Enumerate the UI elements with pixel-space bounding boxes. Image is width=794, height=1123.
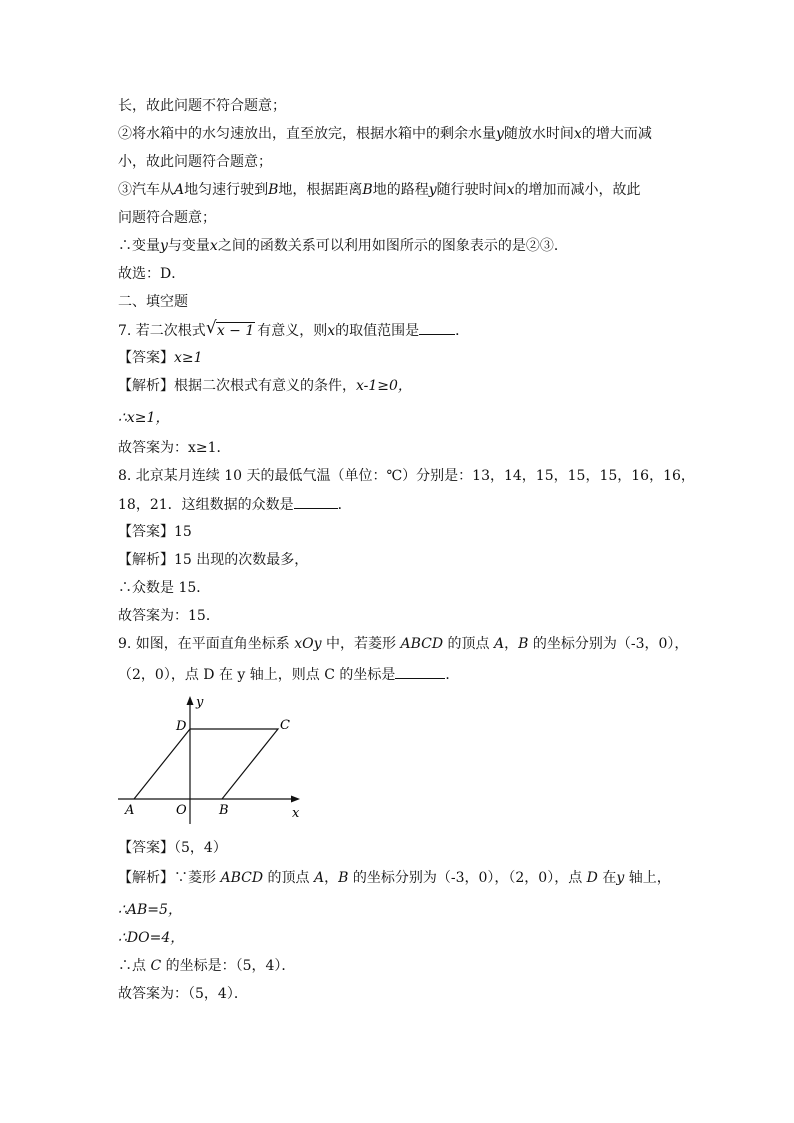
- text: 15 出现的次数最多，: [174, 552, 309, 568]
- rhombus-coordinate-figure: [112, 692, 312, 827]
- question-8: [118, 466, 695, 486]
- variable: A: [313, 870, 325, 886]
- variable: y: [428, 182, 437, 198]
- text: 随放水时间: [503, 126, 574, 142]
- step-line: [118, 956, 295, 976]
- conclusion-line: [118, 984, 248, 1004]
- text: ．: [337, 497, 352, 513]
- radicand: x − 1: [216, 323, 255, 339]
- answer-blank: [294, 494, 338, 509]
- step-line: [118, 408, 169, 428]
- text: 故选：D．: [118, 266, 186, 282]
- variable: ABCD: [220, 870, 264, 886]
- question-7: [118, 320, 469, 341]
- y-axis-arrow-icon: [187, 696, 194, 705]
- text: ∴点: [118, 958, 151, 974]
- text: 18，21．这组数据的众数是: [118, 497, 294, 513]
- variable: A: [493, 636, 505, 652]
- text: ∴众数是 15．: [118, 580, 211, 596]
- text: 的取值范围是: [335, 323, 420, 339]
- text: 随行驶时间: [436, 182, 507, 198]
- rhombus-abcd: [134, 729, 278, 799]
- text: 之间的函数关系可以利用如图所示的图象表示的是②③．: [217, 238, 568, 254]
- text: ②将水箱中的水匀速放出，直至放完，根据水箱中的剩余水量: [118, 126, 496, 142]
- text: 的顶点: [263, 870, 314, 886]
- variable: A: [174, 182, 185, 198]
- variable: B: [362, 182, 373, 198]
- text: ．: [455, 323, 470, 339]
- label-b: B: [219, 803, 229, 818]
- text-line: [118, 264, 185, 284]
- analysis-label: 【解析】: [118, 378, 174, 394]
- text: 故答案为：15．: [118, 608, 220, 624]
- label-c: C: [280, 718, 290, 733]
- text-line: [118, 236, 568, 256]
- step-line: [118, 900, 182, 920]
- answer-value: （5，4）: [174, 840, 227, 856]
- answer-line: [118, 838, 227, 858]
- text: 轴上，: [624, 870, 671, 886]
- question-9: [118, 634, 688, 654]
- text-line: [118, 96, 286, 116]
- analysis-line: [118, 868, 671, 888]
- x-axis-arrow-icon: [291, 796, 300, 803]
- text: 9. 如图，在平面直角坐标系: [118, 636, 295, 652]
- answer-line: [118, 348, 203, 368]
- variable: xOy: [294, 636, 322, 652]
- variable: y: [616, 870, 625, 886]
- text: 的坐标分别为（-3，0），（2，0），点: [348, 870, 587, 886]
- text: 地，根据距离: [278, 182, 363, 198]
- text: ∵菱形: [174, 870, 221, 886]
- label-o: O: [176, 803, 187, 818]
- text: ∴变量: [118, 238, 160, 254]
- text: 地的路程: [372, 182, 429, 198]
- text: 二、填空题: [118, 294, 188, 310]
- answer-label: 【答案】: [118, 350, 174, 366]
- radical-sign: √: [205, 318, 217, 338]
- text: 问题符合题意；: [118, 210, 216, 226]
- label-d: D: [176, 719, 187, 734]
- text: 长，故此问题不符合题意；: [118, 98, 286, 114]
- variable: x: [573, 126, 582, 142]
- text: 地匀速行驶到: [184, 182, 269, 198]
- text: 7. 若二次根式: [118, 323, 206, 339]
- text: ③汽车从: [118, 182, 174, 198]
- variable: ABCD: [400, 636, 444, 652]
- text: （2，0），点 D 在 y 轴上，则点 C 的坐标是: [118, 667, 396, 683]
- text: ∴AB=5，: [118, 902, 182, 918]
- text: 的坐标分别为（-3，0），: [528, 636, 689, 652]
- expression: x-1≥0，: [356, 378, 412, 394]
- text: 8. 北京某月连续 10 天的最低气温（单位：℃）分别是：13，14，15，15，15，16，16，: [118, 468, 695, 484]
- answer-blank: [395, 664, 445, 679]
- text: ．: [445, 667, 460, 683]
- conclusion-line: [118, 438, 231, 458]
- variable: x: [327, 323, 336, 339]
- variable: C: [150, 958, 162, 974]
- label-a: A: [125, 803, 135, 818]
- analysis-line: [118, 376, 412, 396]
- text-line: [118, 180, 641, 200]
- text: 在: [597, 870, 617, 886]
- text-line: [118, 124, 652, 144]
- step-line: [118, 928, 184, 948]
- answer-value: 15: [174, 524, 192, 540]
- text: 的增加而减小，故此: [514, 182, 641, 198]
- answer-line: [118, 522, 192, 542]
- text: 有意义，则: [257, 323, 328, 339]
- answer-value: x≥1: [174, 350, 203, 366]
- variable: B: [268, 182, 279, 198]
- text: 小，故此问题符合题意；: [118, 154, 272, 170]
- text: ∴x≥1，: [118, 410, 170, 426]
- analysis-label: 【解析】: [118, 552, 174, 568]
- text-line: [118, 208, 216, 228]
- section-heading: [118, 292, 188, 312]
- answer-label: 【答案】: [118, 524, 174, 540]
- text: ，: [504, 636, 519, 652]
- analysis-label: 【解析】: [118, 870, 174, 886]
- radical-expression: [205, 318, 255, 341]
- label-x: x: [292, 806, 300, 821]
- variable: B: [338, 870, 349, 886]
- answer-blank: [419, 320, 455, 335]
- text: 故答案为：（5，4）．: [118, 986, 248, 1002]
- variable: B: [518, 636, 529, 652]
- variable: x: [506, 182, 515, 198]
- text: ，: [324, 870, 339, 886]
- text: 的顶点: [443, 636, 494, 652]
- text: 的增大而减: [581, 126, 652, 142]
- variable: y: [160, 238, 168, 254]
- text: 故答案为：x≥1．: [118, 440, 231, 456]
- variable: x: [209, 238, 218, 254]
- text: 中，若菱形: [321, 636, 401, 652]
- text: ∴DO=4，: [118, 930, 185, 946]
- answer-label: 【答案】: [118, 840, 174, 856]
- variable: y: [496, 126, 504, 142]
- text: 的坐标是：（5，4）．: [161, 958, 296, 974]
- step-line: [118, 578, 210, 598]
- variable: D: [586, 870, 598, 886]
- label-y: y: [196, 695, 204, 710]
- conclusion-line: [118, 606, 220, 626]
- text: 与变量: [167, 238, 210, 254]
- question-9-cont: [118, 664, 459, 685]
- text: 根据二次根式有意义的条件，: [174, 378, 356, 394]
- question-8-cont: [118, 494, 352, 515]
- text-line: [118, 152, 272, 172]
- analysis-line: [118, 550, 308, 570]
